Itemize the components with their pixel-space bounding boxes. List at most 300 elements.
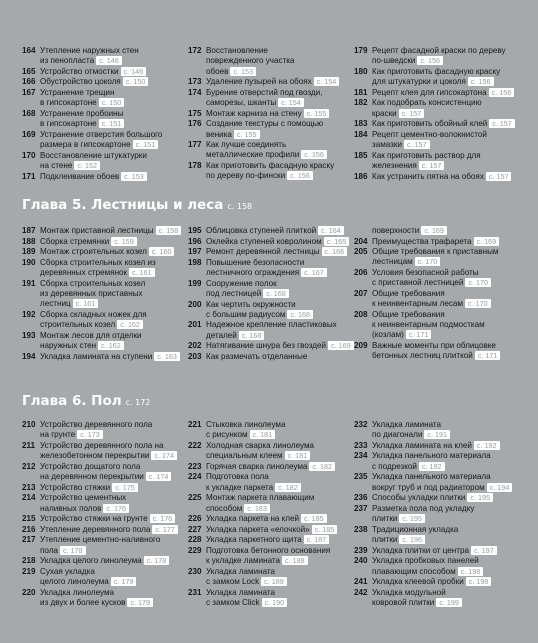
- page-ref-badge: с. 150: [99, 98, 125, 107]
- entry-title-text: Укладка пробковых панелей: [372, 556, 479, 566]
- entry-title-line: [372, 430, 514, 440]
- entry-title-line: [206, 119, 348, 129]
- entry-title-line: [206, 331, 348, 341]
- toc-entry: [354, 504, 514, 525]
- entry-title-text: Укладка паркетного щита: [206, 535, 302, 545]
- page-ref-badge: с. 181: [250, 430, 276, 439]
- entry-title-line: [372, 161, 514, 171]
- entry-title-text: Утепление наружных стен: [40, 46, 139, 55]
- page-ref-badge: с. 158: [156, 226, 182, 235]
- entry-title-line: [40, 237, 182, 247]
- entry-title-line: [206, 462, 348, 472]
- entry-title: [40, 483, 182, 493]
- entry-title-text: Подготовка бетонного основания: [206, 545, 331, 555]
- entry-title-text: Как приготовить обойный клей: [372, 119, 488, 129]
- entry-number: 180: [354, 66, 368, 76]
- entry-number: 193: [22, 330, 36, 340]
- page-ref-badge: с. 170: [465, 278, 491, 287]
- entry-title-line: [372, 546, 514, 556]
- entry-title: [372, 98, 514, 119]
- page-ref-badge: с. 179: [111, 577, 137, 586]
- entry-title-text: Монтаж паркета плавающим: [206, 493, 315, 503]
- entry-number: 177: [188, 140, 202, 150]
- page-ref-badge: с. 195: [467, 493, 493, 502]
- toc-entry: [188, 535, 348, 545]
- entry-title: [206, 493, 348, 514]
- entry-title-line: [40, 588, 182, 598]
- entry-title-text: Как приготовить раствор для: [372, 150, 481, 160]
- entry-title-text: по дереву по-фински: [206, 171, 286, 181]
- entry-title-text: Как устранить пятна на обоях: [372, 171, 484, 181]
- toc-entry: [22, 88, 182, 109]
- entry-title-text: Укладка паркета на клей: [206, 514, 300, 524]
- entry-title-text: Как приготовить фасадную краску: [372, 66, 501, 76]
- entry-number: 167: [22, 88, 36, 98]
- entry-number: 207: [354, 288, 368, 298]
- entry-number: 235: [354, 472, 368, 482]
- entry-title-line: [372, 483, 514, 493]
- entry-title: [40, 109, 182, 130]
- page-ref-badge: с. 157: [399, 109, 425, 118]
- toc-entry: [188, 493, 348, 514]
- entry-title-line: [372, 237, 514, 247]
- toc-entry: [22, 130, 182, 151]
- entry-number: 190: [22, 257, 36, 267]
- entry-title-text: Ремонт деревянной лестницы: [206, 247, 320, 257]
- entry-title: [206, 588, 348, 609]
- entry-title-line: [372, 67, 514, 77]
- entry-title-text: Укладка целого линолеума: [40, 556, 142, 566]
- entry-title-line: [40, 258, 182, 268]
- toc-entry: [188, 462, 348, 472]
- entry-number: 224: [188, 472, 202, 482]
- toc-entry: [188, 88, 348, 109]
- page-ref-badge: с. 199: [436, 598, 462, 607]
- entry-title-line: [206, 310, 348, 320]
- entry-number: 240: [354, 556, 368, 566]
- entry-title-text: Устранение отверстия большого: [40, 129, 163, 139]
- entry-number: 170: [22, 150, 36, 160]
- entry-title-line: [40, 462, 182, 472]
- toc-section-chapter-5: [22, 226, 518, 363]
- entry-title-line: [206, 279, 348, 289]
- entry-title-text: Как размечать отделанные: [206, 351, 308, 361]
- entry-number: 236: [354, 493, 368, 503]
- entry-number: 185: [354, 150, 368, 160]
- entry-title: [372, 420, 514, 441]
- entry-title-line: [40, 161, 182, 171]
- entry-title: [206, 567, 348, 588]
- entry-title: [40, 46, 182, 67]
- entry-title-line: [206, 140, 348, 150]
- entry-title-text: Традиционная укладка: [372, 524, 459, 534]
- entry-title-line: [40, 341, 182, 351]
- page-ref-badge: с. 169: [328, 341, 354, 350]
- entry-title-line: [206, 237, 349, 247]
- entry-title-line: [372, 98, 514, 108]
- toc-entry: [188, 514, 348, 524]
- page-ref-badge: с. 156: [417, 56, 443, 65]
- entry-title-text: Сборка стремянки: [40, 236, 110, 246]
- entry-title-line: [40, 46, 182, 56]
- page-ref-badge: с. 163: [154, 352, 180, 361]
- entry-number: 233: [354, 440, 368, 450]
- toc-entry: [188, 161, 348, 182]
- entry-title-line: [206, 67, 348, 77]
- toc-entry: [188, 237, 348, 247]
- entry-title-line: [372, 472, 514, 482]
- entry-title-line: [372, 441, 514, 451]
- entry-title-line: [206, 567, 348, 577]
- entry-title: [40, 462, 182, 483]
- entry-title-line: [206, 268, 348, 278]
- toc-entry: [22, 514, 182, 524]
- entry-title-text: Оклейка ступеней ковролином: [206, 236, 322, 246]
- entry-title: [40, 77, 182, 87]
- entry-title-text: Утепление деревянного пола: [40, 524, 151, 534]
- chapter-page: с. 172: [125, 398, 151, 407]
- entry-number: 194: [22, 351, 36, 361]
- page-ref-badge: с. 169: [474, 237, 500, 246]
- entry-title-text: Как лучше соединять: [206, 140, 287, 150]
- toc-entry: [22, 483, 182, 493]
- entry-title-text: Создание текстуры с помощью: [206, 119, 324, 129]
- toc-entry: [188, 109, 348, 119]
- entry-title-line: [206, 56, 348, 66]
- entry-title: [40, 237, 182, 247]
- entry-title-line: [206, 535, 348, 545]
- entry-title-line: [372, 514, 514, 524]
- entry-title-text: Восстановление: [206, 46, 268, 55]
- entry-title-line: [206, 341, 354, 351]
- page-ref-badge: с. 156: [489, 88, 515, 97]
- toc-entry: [188, 525, 348, 535]
- toc-entry: [188, 352, 348, 362]
- entry-title-line: [40, 514, 182, 524]
- entry-title-text: Холодная сварка линолеума: [206, 440, 315, 450]
- toc-entry: [22, 237, 182, 247]
- entry-number: 183: [354, 119, 368, 129]
- entry-title: [40, 151, 182, 172]
- entry-title-text: Горячая сварка линолеума: [206, 461, 308, 471]
- page-ref-badge: с. 153: [230, 67, 256, 76]
- entry-number: 184: [354, 129, 368, 139]
- entry-title-line: [40, 352, 182, 362]
- toc-column: [354, 420, 514, 609]
- toc-column: [22, 420, 182, 609]
- entry-title: [40, 310, 182, 331]
- entry-number: 192: [22, 309, 36, 319]
- entry-title-line: [40, 577, 182, 587]
- entry-title: [206, 140, 348, 161]
- entry-number: 187: [22, 226, 36, 235]
- entry-number: 242: [354, 587, 368, 597]
- entry-title-line: [372, 493, 514, 503]
- entry-title-line: [40, 451, 182, 461]
- toc-entry: [354, 46, 514, 67]
- page-ref-badge: с. 194: [487, 483, 513, 492]
- entry-number: 216: [22, 524, 36, 534]
- entry-number: 174: [188, 87, 202, 97]
- entry-number: 228: [188, 535, 202, 545]
- entry-number: 182: [354, 98, 368, 108]
- entry-title-text: Как подобрать консистенцию: [372, 98, 482, 108]
- entry-number: 206: [354, 268, 368, 278]
- entry-number: 200: [188, 299, 202, 309]
- toc-entry: [354, 493, 514, 503]
- page-ref-badge: с. 197: [471, 546, 497, 555]
- entry-title-text: железнения: [372, 161, 417, 171]
- entry-number: 171: [22, 171, 36, 181]
- entry-title-line: [206, 171, 348, 181]
- toc-column: [188, 46, 348, 182]
- toc-entry: [354, 341, 514, 362]
- entry-number: 191: [22, 278, 36, 288]
- entry-title-line: [372, 226, 514, 236]
- entry-title-text: Общие требования к приставным: [372, 247, 499, 257]
- entry-title-text: Устройство отмостки: [40, 66, 119, 76]
- page-ref-badge: с. 162: [98, 341, 124, 350]
- entry-title-text: на деревянном перекрытии: [40, 472, 144, 482]
- entry-title-line: [372, 588, 514, 598]
- entry-title-text: замазки: [372, 140, 402, 150]
- toc-entry: [354, 310, 514, 341]
- entry-title-line: [206, 98, 348, 108]
- entry-title-text: с замком Click: [206, 598, 260, 608]
- entry-title-text: лестницам: [372, 257, 413, 267]
- entry-title-text: Устройство стяжки: [40, 482, 111, 492]
- toc-entry: [22, 46, 182, 67]
- entry-title-text: с большим радиусом: [206, 309, 286, 319]
- toc-entry: [354, 289, 514, 310]
- entry-number: 164: [22, 46, 36, 55]
- entry-title: [40, 441, 182, 462]
- entry-title: [40, 352, 182, 362]
- entry-number: 213: [22, 482, 36, 492]
- entry-title: [206, 226, 348, 236]
- entry-title: [206, 88, 348, 109]
- toc-entry: [354, 588, 514, 609]
- entry-title-line: [372, 77, 514, 87]
- entry-number: 178: [188, 161, 202, 171]
- entry-number: 197: [188, 247, 202, 257]
- entry-title-line: [372, 299, 514, 309]
- entry-title-line: [40, 88, 182, 98]
- entry-title-text: Рецепт фасадной краски по дереву: [372, 46, 506, 55]
- page-ref-badge: с. 182: [309, 462, 335, 471]
- page-ref-badge: с. 165: [324, 237, 350, 246]
- entry-title: [206, 119, 348, 140]
- page-ref-badge: с. 156: [287, 171, 313, 180]
- entry-title: [40, 331, 182, 352]
- entry-number: 221: [188, 420, 202, 429]
- entry-title-line: [40, 493, 182, 503]
- entry-title-text: лестниц: [40, 299, 71, 309]
- entry-title-text: Укладка линолеума: [40, 587, 115, 597]
- entry-title-text: Укладка панельного материала: [372, 472, 491, 482]
- entry-title: [372, 67, 514, 88]
- entry-title-text: с рисунком: [206, 430, 248, 440]
- entry-title-line: [372, 119, 515, 129]
- entry-title: [40, 535, 182, 556]
- toc-entry: [188, 588, 348, 609]
- entry-title-text: Устройство стяжки на грунте: [40, 514, 148, 524]
- entry-title-text: плитки: [372, 535, 398, 545]
- entry-title: [40, 556, 182, 566]
- page-ref-badge: с. 192: [419, 462, 445, 471]
- entry-title-line: [206, 161, 348, 171]
- page-ref-badge: с. 178: [144, 556, 170, 565]
- page-ref-badge: с. 170: [415, 257, 441, 266]
- toc-entry: [354, 577, 514, 587]
- entry-title-text: поверхности: [372, 226, 420, 235]
- entry-number: 234: [354, 451, 368, 461]
- entry-number: 199: [188, 278, 202, 288]
- entry-title-line: [372, 577, 514, 587]
- entry-number: 231: [188, 587, 202, 597]
- entry-title-text: Устранение пробоины: [40, 108, 124, 118]
- toc-entry: [188, 341, 351, 351]
- entry-title-text: Укладка клеевой пробки: [372, 577, 464, 587]
- entry-title-text: саморезы, шканты: [206, 98, 277, 108]
- entry-title-line: [40, 289, 182, 299]
- entry-number: 215: [22, 514, 36, 524]
- toc-entry: [188, 441, 348, 462]
- entry-title-text: для штукатурки и цоколя: [372, 77, 466, 87]
- toc-entry: [22, 420, 182, 441]
- entry-title-text: целого линолеума: [40, 577, 109, 587]
- toc-entry: [22, 258, 182, 279]
- toc-entry: [188, 140, 348, 161]
- entry-title-line: [372, 535, 514, 545]
- entry-title-line: [372, 289, 514, 299]
- entry-number: 229: [188, 545, 202, 555]
- entry-title-line: [40, 140, 182, 150]
- entry-title-text: Обустройство цоколя: [40, 77, 121, 87]
- entry-title-line: [372, 56, 514, 66]
- entry-title: [40, 493, 182, 514]
- entry-title-text: Как чертить окружности: [206, 299, 296, 309]
- entry-title: [206, 109, 348, 119]
- entry-title: [372, 119, 515, 129]
- entry-title: [372, 525, 514, 546]
- entry-number: 223: [188, 461, 202, 471]
- entry-title-text: с замком Lock: [206, 577, 260, 587]
- entry-title-text: Устройство цементных: [40, 493, 127, 503]
- entry-title: [40, 514, 182, 524]
- entry-title-text: в гипсокартоне: [40, 119, 97, 129]
- page-ref-badge: с. 157: [489, 119, 515, 128]
- toc-entry: [354, 130, 514, 151]
- entry-title-text: Как приготовить фасадную краску: [206, 161, 335, 171]
- page-ref-badge: с. 189: [261, 577, 287, 586]
- toc-entry: [22, 151, 182, 172]
- toc-column: [354, 226, 514, 362]
- entry-title-line: [206, 546, 348, 556]
- entry-title-line: [206, 247, 348, 257]
- entry-title-line: [40, 172, 182, 182]
- entry-number: 214: [22, 493, 36, 503]
- entry-title: [206, 441, 348, 462]
- entry-title-line: [206, 150, 348, 160]
- entry-title-line: [206, 588, 348, 598]
- entry-title-line: [206, 556, 348, 566]
- entry-title-line: [40, 472, 182, 482]
- entry-title: [372, 151, 514, 172]
- page-ref-badge: с. 146: [121, 67, 147, 76]
- entry-title-line: [372, 247, 514, 257]
- entry-number: 186: [354, 171, 368, 181]
- entry-title-text: Сооружение полок: [206, 278, 277, 288]
- page-ref-badge: с. 174: [146, 472, 172, 481]
- entry-number: 198: [188, 257, 202, 267]
- entry-number: 226: [188, 514, 202, 524]
- entry-title: [372, 451, 514, 472]
- entry-title-line: [372, 278, 514, 288]
- entry-title-text: Способы укладки плитки: [372, 493, 466, 503]
- toc-entry: [22, 226, 182, 236]
- toc-entry: [22, 172, 182, 182]
- toc-entry: [188, 119, 348, 140]
- toc-entry: [354, 546, 514, 556]
- entry-title: [40, 67, 182, 77]
- toc-entry: [22, 352, 182, 362]
- entry-title-line: [206, 226, 348, 236]
- entry-title: [206, 247, 348, 257]
- entry-title-line: [206, 441, 348, 451]
- entry-title-text: Надежное крепление пластиковых: [206, 320, 337, 330]
- entry-number: 166: [22, 77, 36, 87]
- entry-title-line: [206, 420, 348, 430]
- entry-title: [40, 588, 182, 609]
- entry-title-text: строительных козел: [40, 320, 116, 330]
- toc-section-continued: [22, 46, 518, 182]
- page-ref-badge: с. 168: [263, 289, 289, 298]
- entry-title-line: [40, 268, 182, 278]
- page-ref-badge: с. 150: [123, 77, 149, 86]
- page-ref-badge: с. 162: [117, 320, 143, 329]
- entry-title-text: из двух и более кусков: [40, 598, 126, 608]
- page-ref-badge: с. 178: [60, 546, 86, 555]
- page-ref-badge: с. 157: [404, 140, 430, 149]
- entry-title-line: [372, 351, 514, 361]
- entry-title-text: Монтаж карниза на стену: [206, 108, 302, 118]
- entry-title-text: с приставной лестницей: [372, 278, 464, 288]
- toc-entry: [188, 546, 348, 567]
- entry-title-text: плитки: [372, 514, 398, 524]
- toc-column: [22, 46, 182, 182]
- entry-title: [40, 567, 182, 588]
- entry-title-text: Укладка ламината на клей: [372, 440, 472, 450]
- page-ref-badge: с. 164: [318, 226, 344, 235]
- entry-title: [40, 130, 182, 151]
- page-ref-badge: с. 166: [322, 247, 348, 256]
- entry-title-line: [372, 504, 514, 514]
- entry-title: [372, 441, 514, 451]
- toc-column: [188, 420, 348, 609]
- entry-title-line: [40, 299, 182, 309]
- entry-title-line: [372, 310, 514, 320]
- entry-number: 220: [22, 587, 36, 597]
- entry-title: [206, 514, 348, 524]
- entry-title-line: [40, 567, 182, 577]
- entry-title-text: Монтаж приставной лестницы: [40, 226, 154, 235]
- entry-title: [206, 535, 348, 545]
- entry-title: [372, 237, 514, 247]
- page-ref-badge: с. 176: [150, 514, 176, 523]
- page-ref-badge: с. 156: [301, 150, 327, 159]
- entry-title-line: [372, 46, 514, 56]
